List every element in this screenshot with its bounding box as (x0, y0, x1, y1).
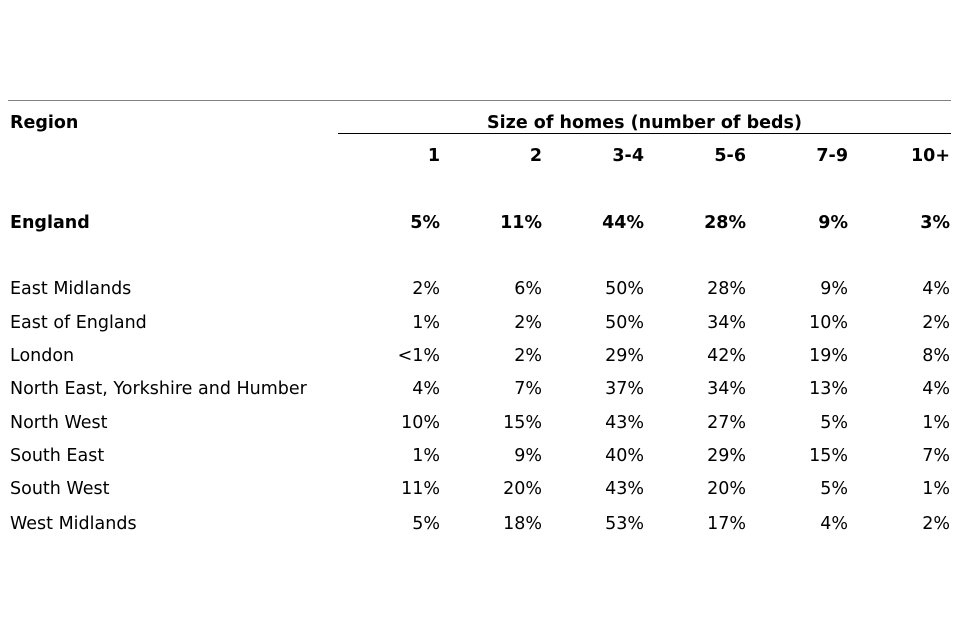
region-value: 4% (412, 379, 440, 399)
region-value: 7% (922, 446, 950, 466)
region-value: 42% (707, 346, 746, 366)
region-value: 11% (401, 479, 440, 499)
region-value: 15% (809, 446, 848, 466)
region-value: 5% (820, 413, 848, 433)
size-group-header: Size of homes (number of beds) (487, 113, 802, 133)
region-value: 2% (514, 313, 542, 333)
region-name: North West (10, 413, 108, 433)
region-value: 18% (503, 514, 542, 534)
region-value: 10% (401, 413, 440, 433)
region-value: 50% (605, 313, 644, 333)
region-value: 6% (514, 279, 542, 299)
region-value: 10% (809, 313, 848, 333)
region-value: 9% (514, 446, 542, 466)
region-value: 13% (809, 379, 848, 399)
column-header-5: 7-9 (816, 146, 848, 166)
region-value: 29% (707, 446, 746, 466)
region-value: <1% (397, 346, 440, 366)
england-value: 11% (500, 213, 542, 233)
region-value: 1% (922, 413, 950, 433)
region-value: 15% (503, 413, 542, 433)
england-value: 44% (602, 213, 644, 233)
region-value: 8% (922, 346, 950, 366)
region-value: 2% (514, 346, 542, 366)
england-value: 5% (410, 213, 440, 233)
region-value: 27% (707, 413, 746, 433)
column-header-1: 1 (427, 146, 440, 166)
region-value: 4% (922, 379, 950, 399)
column-header-3: 3-4 (612, 146, 644, 166)
region-value: 28% (707, 279, 746, 299)
region-value: 4% (820, 514, 848, 534)
region-value: 43% (605, 479, 644, 499)
england-value: 3% (920, 213, 950, 233)
group-header-rule (338, 133, 951, 134)
region-value: 29% (605, 346, 644, 366)
england-value: 9% (818, 213, 848, 233)
region-value: 2% (922, 313, 950, 333)
region-value: 1% (412, 446, 440, 466)
region-name: North East, Yorkshire and Humber (10, 379, 307, 399)
column-header-4: 5-6 (714, 146, 746, 166)
region-value: 5% (412, 514, 440, 534)
column-header-2: 2 (529, 146, 542, 166)
region-value: 9% (820, 279, 848, 299)
region-value: 5% (820, 479, 848, 499)
england-label: England (10, 213, 90, 233)
england-value: 28% (704, 213, 746, 233)
region-value: 37% (605, 379, 644, 399)
region-value: 34% (707, 313, 746, 333)
region-value: 50% (605, 279, 644, 299)
column-header-6: 10+ (910, 146, 950, 166)
region-value: 20% (503, 479, 542, 499)
region-name: East of England (10, 313, 147, 333)
region-value: 2% (922, 514, 950, 534)
region-name: London (10, 346, 75, 366)
region-name: East Midlands (10, 279, 132, 299)
region-value: 1% (412, 313, 440, 333)
region-value: 2% (412, 279, 440, 299)
region-column-header: Region (10, 113, 79, 133)
region-value: 34% (707, 379, 746, 399)
region-value: 20% (707, 479, 746, 499)
region-value: 7% (514, 379, 542, 399)
region-value: 53% (605, 514, 644, 534)
region-name: South West (10, 479, 110, 499)
region-value: 40% (605, 446, 644, 466)
region-value: 19% (809, 346, 848, 366)
region-value: 43% (605, 413, 644, 433)
region-name: West Midlands (10, 514, 137, 534)
region-name: South East (10, 446, 105, 466)
region-value: 4% (922, 279, 950, 299)
region-value: 1% (922, 479, 950, 499)
region-value: 17% (707, 514, 746, 534)
top-rule (8, 100, 951, 101)
